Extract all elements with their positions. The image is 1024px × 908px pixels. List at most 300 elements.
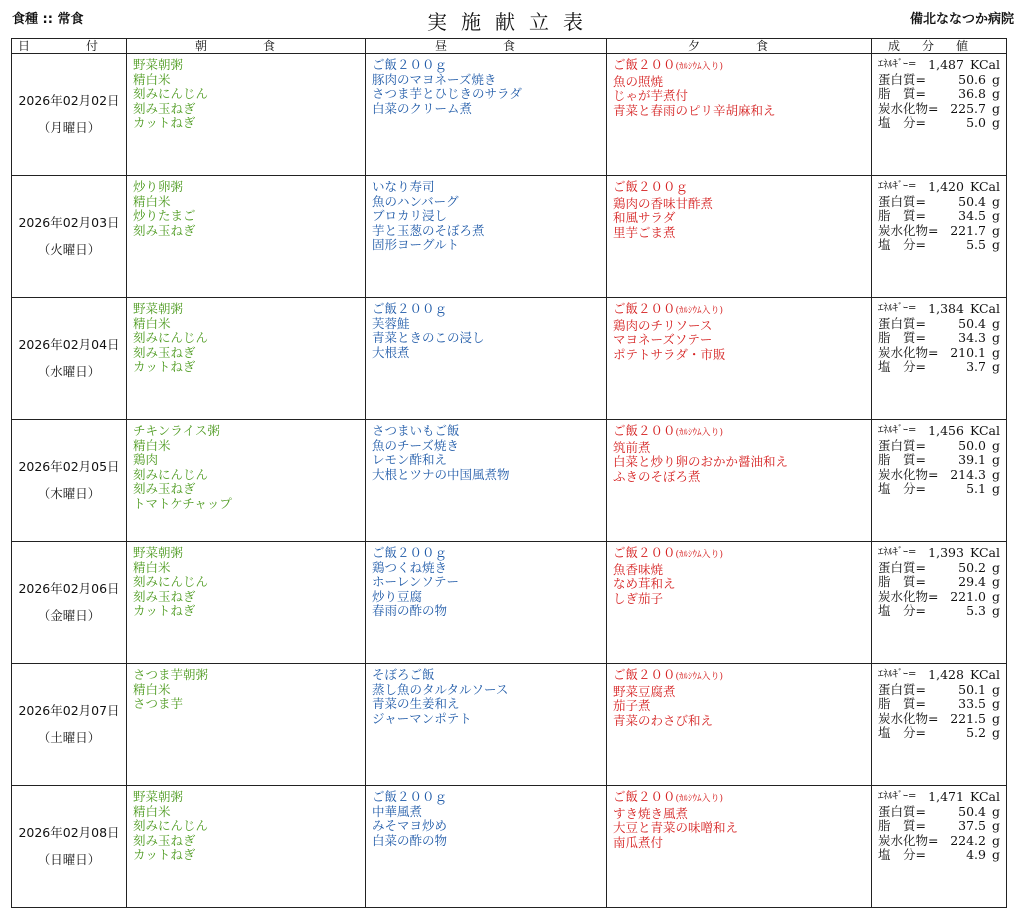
column-header-nutrition: 成分値 — [872, 39, 1007, 54]
nutrient-value: 1,393 — [928, 545, 964, 560]
breakfast-cell — [127, 420, 366, 542]
calcium-note: (ｶﾙｼｳﾑ入り) — [675, 672, 724, 682]
table-row — [12, 298, 1007, 420]
menu-item: ご飯２００ｇ — [372, 789, 448, 804]
nutrient-value: 50.0 — [958, 437, 986, 453]
nutrient-value: 50.6 — [958, 71, 986, 87]
nutrient-row — [878, 604, 1000, 619]
nutrient-value: 210.1 — [950, 344, 986, 360]
nutrition-cell — [872, 54, 1007, 176]
menu-item: 刻みにんじん — [133, 574, 209, 589]
nutrient-row — [878, 439, 1000, 454]
nutrient-unit: g — [991, 696, 1000, 711]
nutrient-label: ｴﾈﾙｷﾞｰ= — [878, 181, 917, 192]
table-row — [12, 54, 1007, 176]
date-cell — [12, 298, 127, 420]
nutrient-label: 塩 分= — [878, 603, 926, 618]
table-row — [12, 542, 1007, 664]
weekday-text: （日曜日） — [37, 851, 101, 867]
nutrient-value: 1,428 — [928, 667, 964, 682]
menu-item: 刻みにんじん — [133, 86, 209, 101]
menu-item: ふきのそぼろ煮 — [613, 468, 701, 484]
rice-portion: ご飯２００ — [613, 57, 676, 72]
nutrient-row — [878, 424, 1000, 439]
nutrient-label: 蛋白質= — [878, 437, 926, 453]
nutrient-unit: g — [991, 725, 1000, 740]
nutrition-cell — [872, 176, 1007, 298]
nutrient-value: 5.0 — [966, 115, 986, 130]
menu-item: ご飯２００ｇ — [372, 57, 448, 72]
nutrient-unit: g — [991, 115, 1000, 130]
nutrient-unit: g — [991, 603, 1000, 618]
menu-body — [12, 54, 1007, 908]
nutrient-unit: g — [991, 330, 1000, 345]
nutrient-value: 4.9 — [966, 847, 986, 862]
nutrient-label: 脂 質= — [878, 330, 926, 345]
nutrient-label: 塩 分= — [878, 481, 926, 496]
date-cell — [12, 786, 127, 908]
menu-item: さつま芋 — [133, 696, 184, 711]
nutrition-cell — [872, 298, 1007, 420]
nutrient-value: 36.8 — [958, 86, 986, 101]
menu-item: 精白米 — [133, 193, 171, 209]
menu-item: 刻み玉ねぎ — [133, 100, 196, 116]
nutrient-value: 39.1 — [958, 452, 986, 467]
nutrient-unit: KCal — [969, 545, 1000, 560]
menu-item: 刻みにんじん — [133, 818, 209, 833]
menu-item: 鶏肉 — [133, 452, 159, 467]
nutrient-label: 塩 分= — [878, 359, 926, 374]
nutrient-row — [878, 224, 1000, 239]
nutrient-label: 脂 質= — [878, 452, 926, 467]
nutrient-unit: KCal — [969, 789, 1000, 804]
rice-portion: ご飯２００ — [613, 545, 676, 560]
menu-item: さつま芋朝粥 — [133, 667, 209, 682]
nutrient-value: 29.4 — [958, 574, 986, 589]
nutrient-value: 225.7 — [950, 100, 986, 116]
nutrient-label: 蛋白質= — [878, 681, 926, 697]
column-header-lunch: 昼 食 — [366, 39, 607, 54]
nutrient-label: 炭水化物= — [878, 466, 939, 482]
nutrient-row — [878, 590, 1000, 605]
nutrient-row — [878, 697, 1000, 712]
table-row — [12, 786, 1007, 908]
menu-item: いなり寿司 — [372, 179, 435, 194]
menu-item: さつまいもご飯 — [372, 423, 460, 438]
nutrient-row — [878, 790, 1000, 805]
nutrient-label: 脂 質= — [878, 86, 926, 101]
menu-item: なめ茸和え — [613, 576, 676, 591]
nutrient-label: 炭水化物= — [878, 710, 939, 726]
menu-item: 青菜のわさび和え — [613, 712, 714, 728]
calcium-note: (ｶﾙｼｳﾑ入り) — [675, 428, 724, 438]
dinner-cell — [607, 542, 872, 664]
menu-item: 鶏肉の香味甘酢煮 — [613, 195, 714, 211]
nutrient-unit: g — [991, 452, 1000, 467]
calcium-note: (ｶﾙｼｳﾑ入り) — [675, 794, 724, 804]
nutrient-row — [878, 238, 1000, 253]
breakfast-cell — [127, 542, 366, 664]
nutrient-value: 50.4 — [958, 315, 986, 331]
nutrition-cell — [872, 420, 1007, 542]
menu-item: 刻み玉ねぎ — [133, 222, 196, 238]
menu-item: ご飯２００ｇ — [372, 545, 448, 560]
nutrient-unit: g — [991, 588, 1000, 604]
menu-item: 精白米 — [133, 315, 171, 331]
menu-item: ホーレンソテー — [372, 574, 459, 589]
nutrient-value: 214.3 — [950, 466, 986, 482]
menu-item: 豚肉のマヨネーズ焼き — [372, 71, 497, 87]
nutrient-row — [878, 360, 1000, 375]
lunch-cell — [366, 664, 607, 786]
menu-item — [613, 790, 865, 807]
nutrient-unit: g — [991, 832, 1000, 848]
nutrient-label: 蛋白質= — [878, 71, 926, 87]
menu-item: 刻みにんじん — [133, 330, 209, 345]
nutrition-cell — [872, 542, 1007, 664]
nutrient-unit: g — [991, 818, 1000, 833]
page-title: 実施献立表 — [427, 10, 597, 34]
dinner-cell — [607, 176, 872, 298]
nutrient-row — [878, 468, 1000, 483]
nutrition-cell — [872, 664, 1007, 786]
date-cell — [12, 542, 127, 664]
nutrient-label: 脂 質= — [878, 818, 926, 833]
date-text: 2026年02月04日 — [18, 337, 120, 352]
menu-item: そぼろご飯 — [372, 667, 435, 682]
menu-item: 南瓜煮付 — [613, 834, 664, 850]
nutrient-row — [878, 668, 1000, 683]
weekday-text: （水曜日） — [37, 363, 101, 379]
nutrient-row — [878, 73, 1000, 88]
menu-item: 野菜朝粥 — [133, 545, 184, 560]
menu-item: 刻み玉ねぎ — [133, 344, 196, 360]
menu-item: カットねぎ — [133, 115, 196, 130]
menu-item: 固形ヨーグルト — [372, 237, 460, 252]
nutrient-label: 塩 分= — [878, 847, 926, 862]
menu-item: みそマヨ炒め — [372, 818, 448, 833]
nutrient-value: 221.5 — [950, 710, 986, 726]
menu-item: 炒り卵粥 — [133, 179, 184, 194]
menu-item: さつま芋とひじきのサラダ — [372, 86, 522, 101]
nutrient-unit: KCal — [969, 301, 1000, 316]
menu-item: 大豆と青菜の味噌和え — [613, 820, 739, 835]
nutrient-value: 5.1 — [966, 481, 986, 496]
lunch-cell — [366, 298, 607, 420]
menu-item: 精白米 — [133, 71, 171, 87]
date-text: 2026年02月06日 — [18, 581, 120, 596]
nutrient-row — [878, 317, 1000, 332]
nutrient-value: 1,487 — [928, 57, 964, 72]
menu-item: 蒸し魚のタルタルソース — [372, 681, 509, 697]
nutrient-value: 221.0 — [950, 588, 986, 604]
date-text: 2026年02月07日 — [18, 703, 120, 718]
nutrient-label: ｴﾈﾙｷﾞｰ= — [878, 303, 917, 314]
menu-item: 大根煮 — [372, 344, 410, 360]
menu-item — [613, 424, 865, 441]
menu-item: 芙蓉鮭 — [372, 315, 410, 331]
nutrient-unit: g — [991, 86, 1000, 101]
nutrient-value: 1,384 — [928, 301, 964, 316]
rice-portion: ご飯２００ｇ — [613, 179, 689, 194]
menu-item: 青菜の生姜和え — [372, 696, 460, 711]
menu-item: 芋と玉葱のそぼろ煮 — [372, 222, 485, 238]
column-header-dinner: 夕 食 — [607, 39, 872, 54]
nutrient-label: ｴﾈﾙｷﾞｰ= — [878, 425, 917, 436]
nutrient-label: 炭水化物= — [878, 344, 939, 360]
nutrient-value: 224.2 — [950, 832, 986, 848]
nutrient-unit: g — [991, 237, 1000, 252]
date-text: 2026年02月05日 — [18, 459, 120, 474]
breakfast-cell — [127, 176, 366, 298]
nutrient-unit: g — [991, 681, 1000, 697]
menu-item: 鶏つくね焼き — [372, 559, 448, 575]
nutrient-value: 1,471 — [928, 789, 964, 804]
dinner-cell — [607, 298, 872, 420]
nutrient-unit: g — [991, 437, 1000, 453]
menu-item: カットねぎ — [133, 603, 196, 618]
nutrient-unit: g — [991, 710, 1000, 726]
menu-item: 炒り豆腐 — [372, 588, 423, 604]
menu-item: 刻み玉ねぎ — [133, 588, 196, 604]
nutrient-label: 塩 分= — [878, 115, 926, 130]
menu-item: 精白米 — [133, 803, 171, 819]
breakfast-cell — [127, 298, 366, 420]
nutrient-row — [878, 453, 1000, 468]
nutrient-unit: KCal — [969, 423, 1000, 438]
menu-item — [613, 180, 865, 197]
nutrient-row — [878, 834, 1000, 849]
nutrient-value: 33.5 — [958, 696, 986, 711]
nutrient-row — [878, 546, 1000, 561]
menu-item: カットねぎ — [133, 359, 196, 374]
dinner-cell — [607, 664, 872, 786]
nutrient-unit: g — [991, 574, 1000, 589]
menu-item: 里芋ごま煮 — [613, 224, 676, 240]
menu-item — [613, 58, 865, 75]
dinner-cell — [607, 54, 872, 176]
lunch-cell — [366, 542, 607, 664]
menu-item: 春雨の酢の物 — [372, 603, 448, 618]
menu-item: 野菜豆腐煮 — [613, 683, 676, 699]
lunch-cell — [366, 420, 607, 542]
menu-item: 炒りたまご — [133, 208, 196, 223]
breakfast-cell — [127, 54, 366, 176]
nutrient-unit: g — [991, 315, 1000, 331]
menu-item: 白菜の酢の物 — [372, 832, 448, 848]
nutrient-unit: g — [991, 344, 1000, 360]
nutrient-value: 37.5 — [958, 818, 986, 833]
menu-item: 精白米 — [133, 681, 171, 697]
nutrient-unit: KCal — [969, 667, 1000, 682]
nutrient-value: 50.4 — [958, 803, 986, 819]
date-cell — [12, 664, 127, 786]
rice-portion: ご飯２００ — [613, 789, 676, 804]
menu-item: 精白米 — [133, 559, 171, 575]
nutrient-value: 50.1 — [958, 681, 986, 697]
rice-portion: ご飯２００ — [613, 423, 676, 438]
nutrient-row — [878, 482, 1000, 497]
menu-item: 和風サラダ — [613, 210, 676, 225]
weekday-text: （月曜日） — [37, 119, 101, 135]
menu-item: 白菜と炒り卵のおかか醤油和え — [613, 454, 789, 469]
nutrient-label: 脂 質= — [878, 208, 926, 223]
date-cell — [12, 176, 127, 298]
menu-item: カットねぎ — [133, 847, 196, 862]
nutrient-row — [878, 346, 1000, 361]
breakfast-cell — [127, 786, 366, 908]
rice-portion: ご飯２００ — [613, 667, 676, 682]
menu-item: 魚のチーズ焼き — [372, 437, 459, 453]
column-header-date: 日 付 — [12, 39, 127, 54]
nutrient-row — [878, 302, 1000, 317]
weekday-text: （火曜日） — [37, 241, 101, 257]
menu-item: 白菜のクリーム煮 — [372, 100, 473, 116]
menu-item: 茄子煮 — [613, 698, 651, 713]
nutrient-value: 5.2 — [966, 725, 986, 740]
nutrient-row — [878, 819, 1000, 834]
nutrient-row — [878, 102, 1000, 117]
menu-item: じゃが芋煮付 — [613, 88, 689, 103]
nutrient-row — [878, 561, 1000, 576]
menu-item: レモン酢和え — [372, 452, 448, 467]
nutrient-unit: g — [991, 559, 1000, 575]
menu-item: チキンライス粥 — [133, 423, 220, 438]
menu-item: しぎ茄子 — [613, 590, 664, 606]
menu-item: 青菜ときのこの浸し — [372, 330, 485, 345]
nutrient-unit: g — [991, 847, 1000, 862]
nutrient-row — [878, 58, 1000, 73]
calcium-note: (ｶﾙｼｳﾑ入り) — [675, 62, 724, 72]
menu-item: 精白米 — [133, 437, 171, 453]
nutrient-label: 蛋白質= — [878, 315, 926, 331]
nutrient-value: 221.7 — [950, 222, 986, 238]
nutrient-label: 脂 質= — [878, 574, 926, 589]
menu-item: 青菜と春雨のピリ辛胡麻和え — [613, 102, 776, 118]
nutrient-value: 50.2 — [958, 559, 986, 575]
menu-item: 刻み玉ねぎ — [133, 832, 196, 848]
menu-item: 魚香味焼 — [613, 561, 664, 577]
weekday-text: （金曜日） — [37, 607, 101, 623]
nutrient-row — [878, 726, 1000, 741]
date-cell — [12, 54, 127, 176]
nutrient-value: 34.5 — [958, 208, 986, 223]
nutrient-unit: KCal — [969, 179, 1000, 194]
menu-item: 野菜朝粥 — [133, 789, 184, 804]
nutrient-label: 脂 質= — [878, 696, 926, 711]
menu-item: トマトケチャップ — [133, 495, 232, 511]
nutrient-unit: g — [991, 481, 1000, 496]
menu-item: ジャーマンポテト — [372, 710, 472, 726]
menu-item: 刻み玉ねぎ — [133, 481, 196, 496]
nutrient-label: ｴﾈﾙｷﾞｰ= — [878, 547, 917, 558]
nutrient-row — [878, 116, 1000, 131]
nutrient-row — [878, 87, 1000, 102]
menu-item — [613, 302, 865, 319]
lunch-cell — [366, 176, 607, 298]
table-row — [12, 176, 1007, 298]
menu-item: 魚の照焼 — [613, 73, 664, 89]
menu-item — [613, 546, 865, 563]
nutrient-unit: g — [991, 193, 1000, 209]
hospital-name: 備北ななつか病院 — [909, 12, 1014, 27]
nutrient-unit: KCal — [969, 57, 1000, 72]
nutrient-row — [878, 805, 1000, 820]
menu-item: 大根とツナの中国風煮物 — [372, 466, 510, 482]
menu-item: 刻みにんじん — [133, 466, 209, 482]
lunch-cell — [366, 54, 607, 176]
lunch-cell — [366, 786, 607, 908]
nutrient-value: 1,420 — [928, 179, 964, 194]
nutrient-row — [878, 712, 1000, 727]
breakfast-cell — [127, 664, 366, 786]
nutrient-unit: g — [991, 100, 1000, 116]
nutrient-unit: g — [991, 466, 1000, 482]
nutrient-value: 5.3 — [966, 603, 986, 618]
nutrient-row — [878, 209, 1000, 224]
nutrient-value: 1,456 — [928, 423, 964, 438]
weekday-text: （土曜日） — [37, 729, 101, 745]
nutrient-unit: g — [991, 71, 1000, 87]
nutrient-value: 50.4 — [958, 193, 986, 209]
nutrition-cell — [872, 786, 1007, 908]
weekday-text: （木曜日） — [37, 485, 101, 501]
nutrient-value: 3.7 — [966, 359, 986, 374]
nutrient-label: ｴﾈﾙｷﾞｰ= — [878, 59, 917, 70]
date-cell — [12, 420, 127, 542]
menu-item: 魚のハンバーグ — [372, 193, 459, 209]
meal-type-label: 食種 :: 常食 — [12, 12, 84, 27]
nutrient-unit: g — [991, 222, 1000, 238]
date-text: 2026年02月02日 — [18, 93, 120, 108]
nutrient-unit: g — [991, 208, 1000, 223]
nutrient-row — [878, 331, 1000, 346]
nutrient-value: 5.5 — [966, 237, 986, 252]
menu-table — [11, 38, 1007, 908]
nutrient-label: 塩 分= — [878, 237, 926, 252]
menu-item: ご飯２００ｇ — [372, 301, 448, 316]
dinner-cell — [607, 420, 872, 542]
date-text: 2026年02月08日 — [18, 825, 120, 840]
calcium-note: (ｶﾙｼｳﾑ入り) — [675, 306, 724, 316]
menu-item: 中華風煮 — [372, 803, 423, 819]
nutrient-label: 炭水化物= — [878, 222, 939, 238]
nutrient-label: ｴﾈﾙｷﾞｰ= — [878, 791, 917, 802]
nutrient-row — [878, 575, 1000, 590]
nutrient-label: 蛋白質= — [878, 559, 926, 575]
menu-item: 筑前煮 — [613, 439, 651, 455]
nutrient-value: 34.3 — [958, 330, 986, 345]
header-row — [12, 39, 1007, 54]
menu-item: 野菜朝粥 — [133, 57, 184, 72]
menu-item: すき焼き風煮 — [613, 805, 689, 821]
dinner-cell — [607, 786, 872, 908]
nutrient-row — [878, 683, 1000, 698]
table-row — [12, 420, 1007, 542]
menu-item — [613, 668, 865, 685]
calcium-note: (ｶﾙｼｳﾑ入り) — [675, 550, 724, 560]
nutrient-label: 炭水化物= — [878, 100, 939, 116]
nutrient-unit: g — [991, 803, 1000, 819]
nutrient-label: 蛋白質= — [878, 193, 926, 209]
nutrient-label: 炭水化物= — [878, 588, 939, 604]
menu-item: 鶏肉のチリソース — [613, 317, 713, 333]
nutrient-unit: g — [991, 359, 1000, 374]
column-header-breakfast: 朝 食 — [127, 39, 366, 54]
date-text: 2026年02月03日 — [18, 215, 120, 230]
nutrient-row — [878, 848, 1000, 863]
nutrient-label: 炭水化物= — [878, 832, 939, 848]
